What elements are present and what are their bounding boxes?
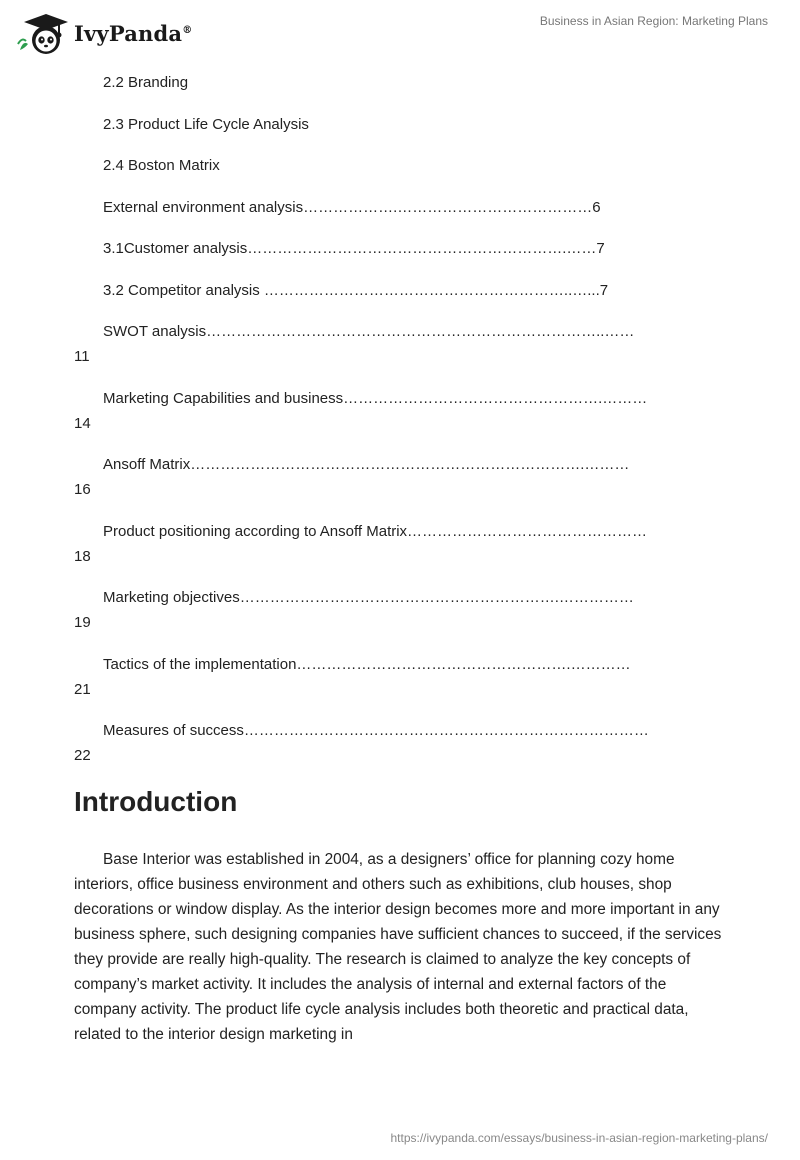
introduction-heading: Introduction (74, 786, 238, 817)
toc-entry-tactics: Tactics of the implementation……………………………………………….………… (103, 656, 631, 673)
toc-page-number: 14 (74, 415, 91, 432)
introduction-paragraph: Base Interior was established in 2004, as a designers’ office for planning cozy home interiors, office business environment and others such as exhibitions, club houses, shop decorations or window display. As the interior design becomes more and more important in any business sphere, such designing companies have sufficient chances to succeed, if the services they provide are really high-quality. The research is claimed to analyze the key concepts of company’s market activity. It includes the analysis of internal and external factors of the company activity. The product life cycle analysis includes both theoretic and practical data, related to the interior design marketing in (74, 851, 722, 1043)
toc-entry-external-environment: External environment analysis……………….…………………………………6 (103, 199, 601, 216)
logo-text: IvyPanda® (74, 20, 193, 46)
toc-entry-branding: 2.2 Branding (103, 74, 189, 91)
page-header (0, 0, 800, 64)
toc-entry-product-positioning: Product positioning according to Ansoff Matrix………………………………………… (103, 523, 648, 540)
toc-entry-boston-matrix: 2.4 Boston Matrix (103, 157, 220, 174)
toc-entry-ansoff-matrix: Ansoff Matrix…………………………………………………………………….……… (103, 456, 630, 473)
toc-entry-customer-analysis: 3.1Customer analysis……………………………………………………….……7 (103, 240, 605, 257)
toc-page-number: 21 (74, 681, 91, 698)
toc-entry-measures-of-success: Measures of success……………………………………………………………………… (103, 722, 649, 739)
toc-page-number: 11 (74, 348, 90, 365)
toc-entry-product-life-cycle: 2.3 Product Life Cycle Analysis (103, 116, 309, 133)
source-url[interactable]: https://ivypanda.com/essays/business-in-asian-region-marketing-plans/ (390, 1131, 768, 1145)
toc-entry-marketing-capabilities: Marketing Capabilities and business…………………………………………….……… (103, 390, 648, 407)
toc-entry-marketing-objectives: Marketing objectives……………………………………………………….…………… (103, 589, 634, 606)
ivypanda-logo[interactable] (14, 10, 192, 56)
toc-entry-competitor-analysis: 3.2 Competitor analysis ……………………………………………………..…...7 (103, 282, 609, 299)
toc-page-number: 18 (74, 548, 91, 565)
toc-page-number: 16 (74, 481, 91, 498)
toc-page-number: 22 (74, 747, 91, 764)
document-title: Business in Asian Region: Marketing Plans (539, 14, 768, 28)
panda-graduate-icon (14, 10, 70, 56)
toc-page-number: 19 (74, 614, 91, 631)
toc-entry-swot-analysis: SWOT analysis……………………………………………………………………..…… (103, 323, 635, 340)
